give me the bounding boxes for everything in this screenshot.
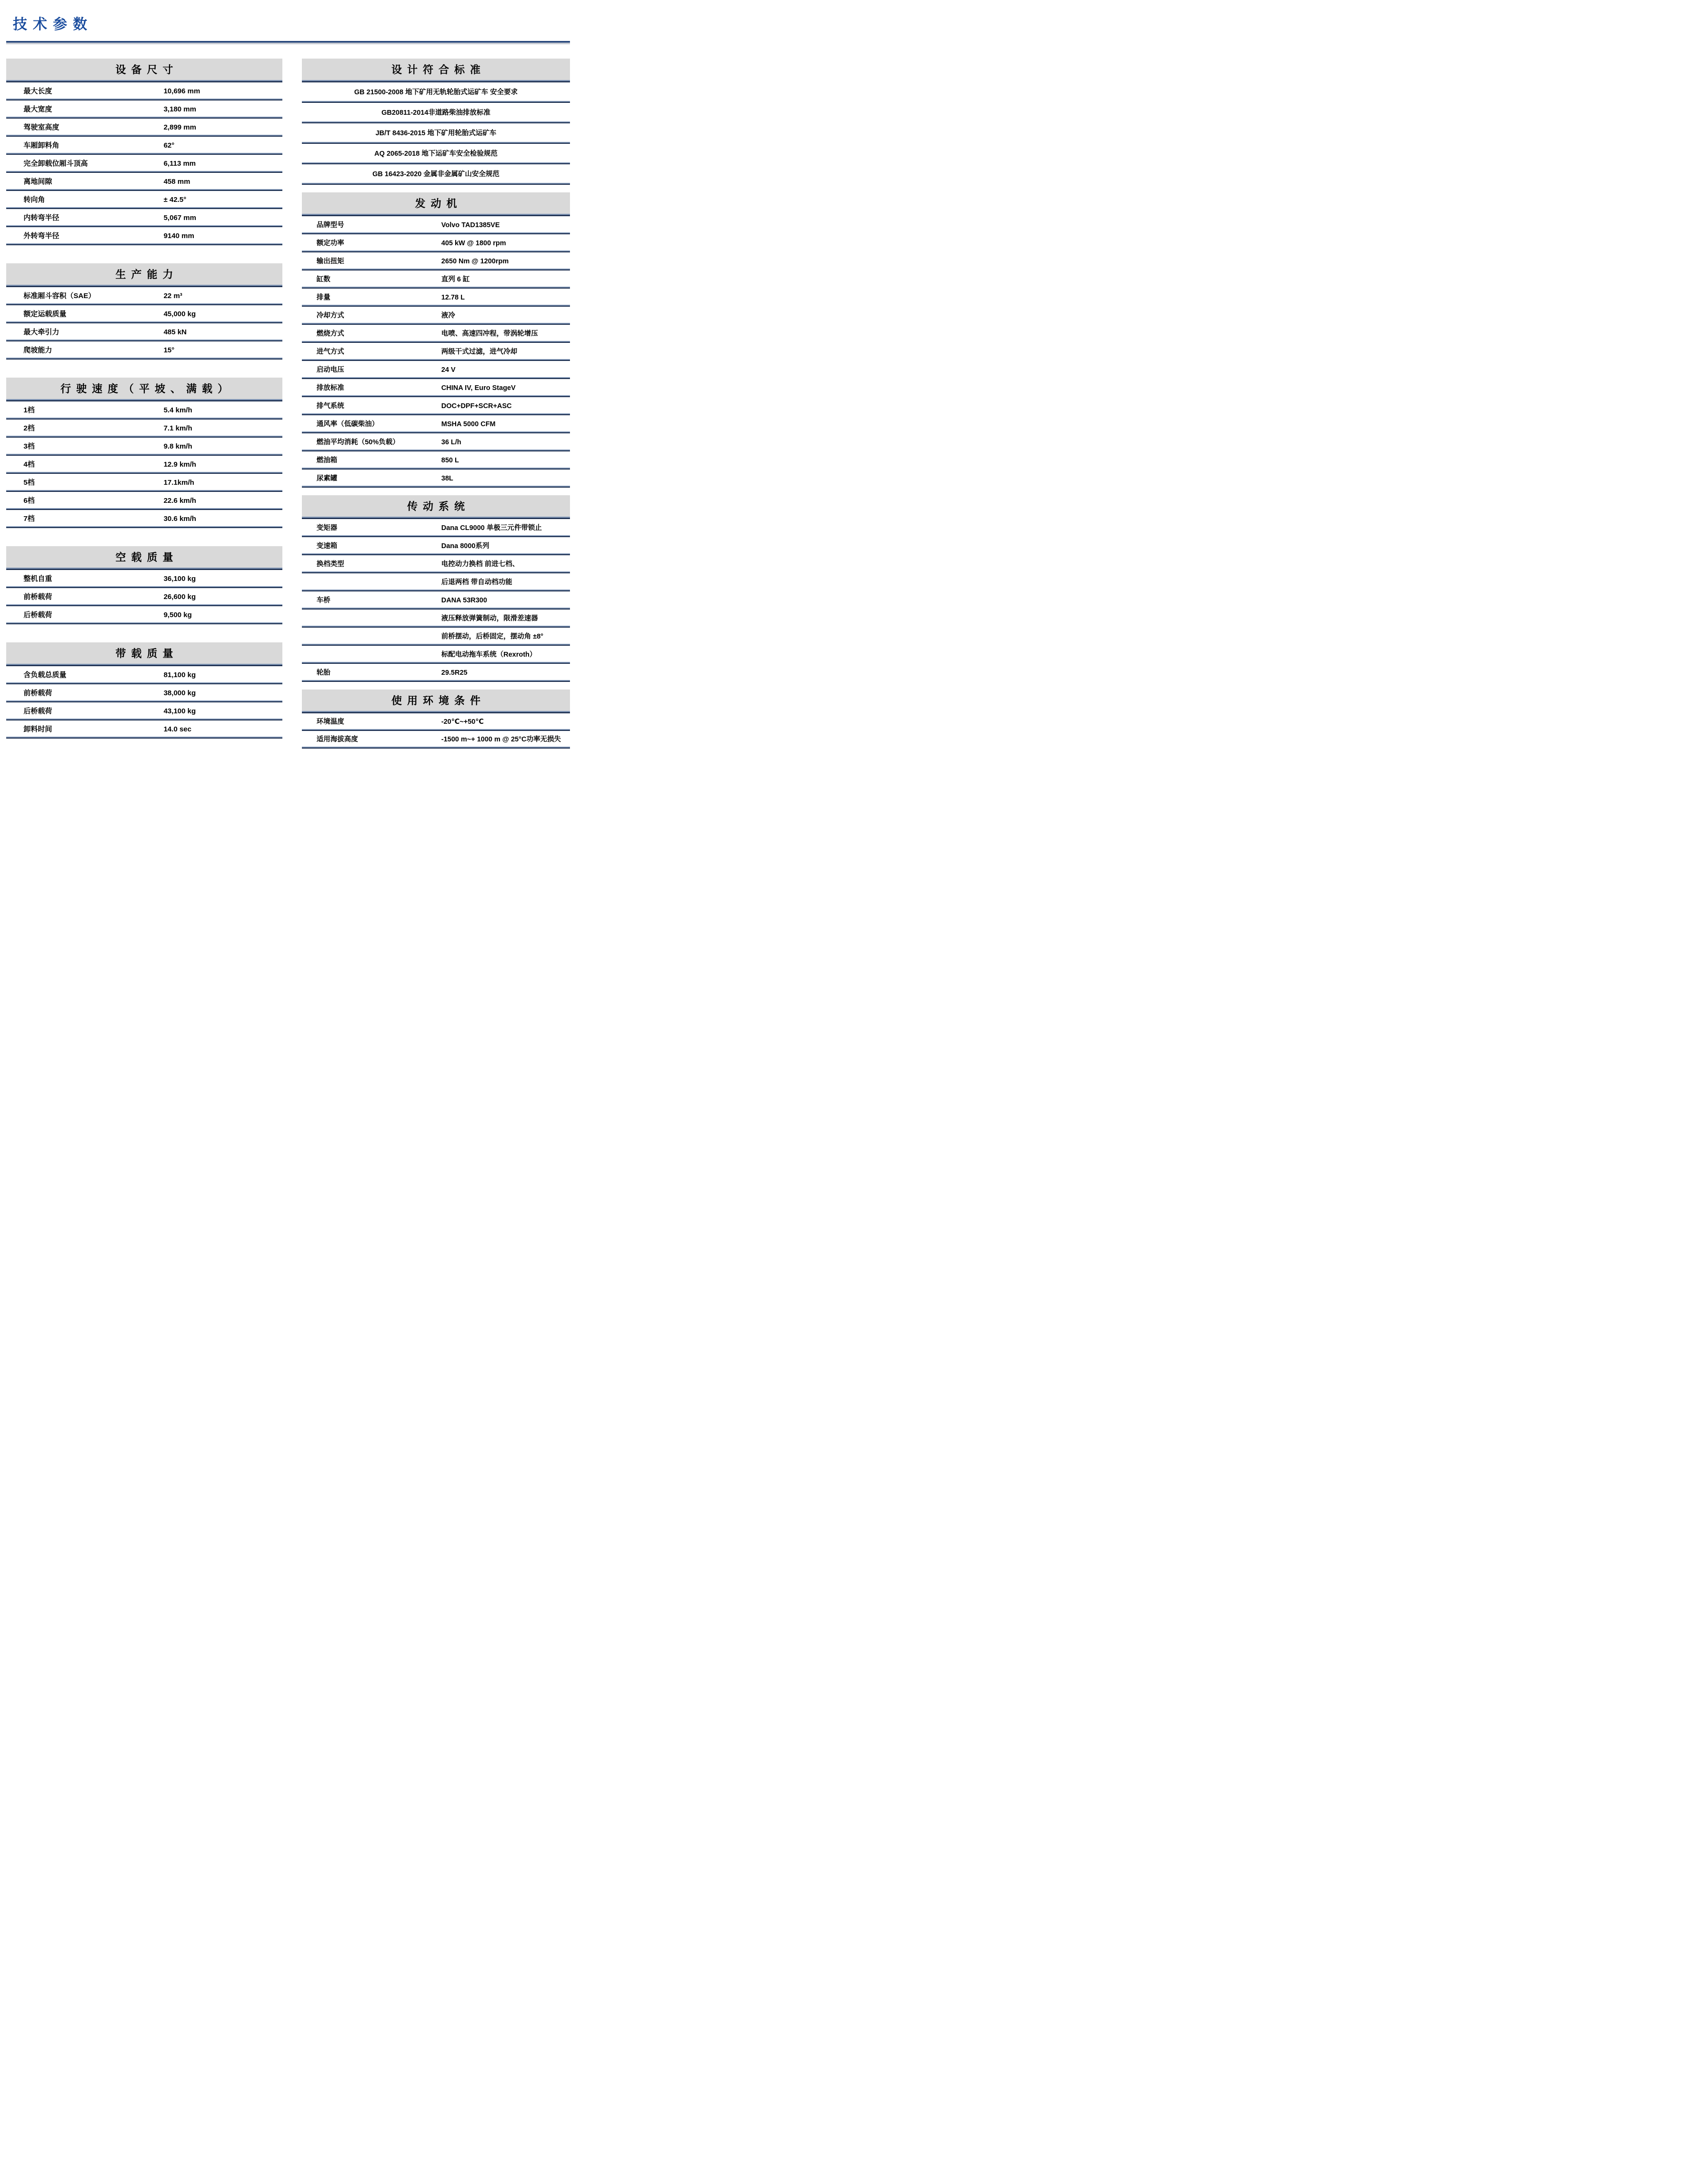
- spec-label: 启动电压: [316, 366, 344, 374]
- spec-label: 转向角: [23, 196, 45, 204]
- spec-row: [6, 119, 282, 137]
- spec-label: 燃油箱: [316, 456, 338, 464]
- spec-section: [6, 378, 282, 528]
- spec-value: MSHA 5000 CFM: [441, 420, 496, 428]
- spec-section: [302, 690, 570, 749]
- spec-label: 2档: [23, 424, 35, 433]
- section-title: 设计符合标准: [302, 59, 570, 80]
- left-column: [6, 59, 282, 739]
- spec-columns: [6, 59, 570, 749]
- spec-value: 81,100 kg: [163, 671, 196, 680]
- spec-label: 完全卸载位厢斗顶高: [23, 160, 88, 168]
- spec-label: 进气方式: [316, 348, 344, 356]
- spec-row: [6, 720, 282, 739]
- spec-label: 卸料时间: [23, 725, 52, 734]
- spec-label: 冷却方式: [316, 311, 344, 320]
- spec-label: 额定功率: [316, 239, 344, 247]
- spec-value: 24 V: [441, 366, 456, 374]
- spec-label: 输出扭矩: [316, 257, 344, 265]
- spec-row: [302, 164, 570, 185]
- spec-label: 车厢卸料角: [23, 141, 60, 150]
- spec-row: [302, 123, 570, 144]
- spec-row: [302, 415, 570, 433]
- spec-row: [302, 537, 570, 555]
- spec-value: -1500 m~+ 1000 m @ 25°C功率无损失: [441, 736, 561, 744]
- spec-label: 尿素罐: [316, 474, 338, 482]
- spec-label: 前桥载荷: [23, 593, 52, 601]
- spec-section: [302, 59, 570, 185]
- spec-row: [302, 361, 570, 379]
- spec-row: [6, 227, 282, 245]
- spec-label: 离地间隙: [23, 178, 52, 186]
- spec-row: [302, 731, 570, 749]
- spec-value: 电控动力换档 前进七档、: [441, 560, 519, 568]
- spec-row: [302, 144, 570, 164]
- spec-label: 1档: [23, 406, 35, 415]
- spec-row: [302, 289, 570, 307]
- spec-row: [6, 401, 282, 420]
- spec-value: 5,067 mm: [163, 214, 196, 222]
- spec-row: [6, 323, 282, 341]
- spec-row: [6, 606, 282, 624]
- spec-row: [6, 341, 282, 360]
- section-title: 发动机: [302, 192, 570, 214]
- spec-row: [6, 438, 282, 456]
- spec-value: 36,100 kg: [163, 575, 196, 583]
- spec-row: [6, 82, 282, 100]
- spec-label: 标准厢斗容积（SAE）: [23, 292, 96, 300]
- title-rule: [6, 41, 570, 44]
- spec-label: [302, 573, 441, 591]
- spec-row: [6, 420, 282, 438]
- spec-row: [6, 209, 282, 227]
- spec-value: 850 L: [441, 456, 459, 464]
- spec-value: 电喷、高速四冲程，带涡轮增压: [441, 330, 538, 338]
- spec-row: [6, 510, 282, 528]
- spec-value: 12.9 km/h: [163, 460, 196, 469]
- spec-row: [302, 343, 570, 361]
- section-title: 传动系统: [302, 495, 570, 517]
- spec-label: 内转弯半径: [23, 214, 60, 222]
- spec-value: 6,113 mm: [163, 160, 196, 168]
- spec-row: [6, 137, 282, 155]
- spec-section: [302, 192, 570, 488]
- spec-value: 62°: [163, 141, 175, 150]
- spec-row: [6, 456, 282, 474]
- spec-section: [6, 546, 282, 624]
- spec-value: 后退两档 带自动档功能: [441, 578, 512, 586]
- spec-label: 换档类型: [316, 560, 344, 568]
- spec-label: 整机自重: [23, 575, 52, 583]
- spec-label: 爬坡能力: [23, 346, 52, 355]
- spec-row: [302, 713, 570, 731]
- spec-row: [6, 155, 282, 173]
- spec-section: [6, 59, 282, 245]
- spec-label: 环境温度: [316, 718, 344, 726]
- spec-value: 前桥摆动，后桥固定，摆动角 ±8°: [441, 632, 544, 640]
- spec-value: DOC+DPF+SCR+ASC: [441, 402, 512, 410]
- spec-row: [6, 492, 282, 510]
- spec-row: [6, 100, 282, 119]
- spec-label: 最大长度: [23, 87, 52, 96]
- spec-value: 22.6 km/h: [163, 497, 196, 505]
- right-column: [302, 59, 570, 749]
- section-title: 设备尺寸: [6, 59, 282, 80]
- spec-label: 后桥载荷: [23, 611, 52, 620]
- spec-row: [6, 570, 282, 588]
- spec-label: 排量: [316, 293, 330, 301]
- standard-item: GB 21500-2008 地下矿用无轨轮胎式运矿车 安全要求: [354, 89, 518, 97]
- standard-item: JB/T 8436-2015 地下矿用轮胎式运矿车: [375, 130, 497, 138]
- spec-value: 405 kW @ 1800 rpm: [441, 239, 506, 247]
- page-title: 技术参数: [13, 17, 93, 32]
- spec-value: 38,000 kg: [163, 689, 196, 698]
- spec-value: 22 m³: [163, 292, 182, 300]
- spec-row: [6, 684, 282, 702]
- spec-label: 后桥载荷: [23, 707, 52, 716]
- spec-label: 缸数: [316, 275, 330, 283]
- spec-label: 燃油平均消耗（50%负载）: [316, 438, 400, 446]
- spec-row: [302, 519, 570, 537]
- spec-value: 标配电动拖车系统（Rexroth）: [441, 650, 537, 659]
- spec-row: [6, 702, 282, 720]
- spec-row: [302, 591, 570, 610]
- spec-row: [6, 287, 282, 305]
- spec-value: 3,180 mm: [163, 105, 196, 114]
- spec-row: [302, 325, 570, 343]
- spec-row: [6, 191, 282, 209]
- spec-value: DANA 53R300: [441, 596, 487, 604]
- spec-row: [6, 305, 282, 323]
- spec-label: 6档: [23, 497, 35, 505]
- standard-item: GB 16423-2020 金属非金属矿山安全规范: [372, 170, 499, 179]
- spec-value: 9.8 km/h: [163, 442, 192, 451]
- spec-sheet-page: [0, 0, 576, 744]
- spec-value: 485 kN: [163, 328, 187, 337]
- spec-row: [302, 397, 570, 415]
- section-title: 生产能力: [6, 263, 282, 285]
- spec-label: 变速箱: [316, 542, 338, 550]
- spec-label: 4档: [23, 460, 35, 469]
- spec-value: 12.78 L: [441, 293, 465, 301]
- spec-section: [6, 642, 282, 739]
- section-title: 行驶速度（平坡、满载）: [6, 378, 282, 399]
- spec-row: [302, 234, 570, 252]
- standard-item: AQ 2065-2018 地下运矿车安全检验规范: [374, 150, 498, 158]
- section-title: 带载质量: [6, 642, 282, 664]
- spec-value: 17.1km/h: [163, 479, 194, 487]
- spec-value: 10,696 mm: [163, 87, 200, 96]
- spec-label: 3档: [23, 442, 35, 451]
- spec-label: 驾驶室高度: [23, 123, 60, 132]
- spec-value: 2,899 mm: [163, 123, 196, 132]
- spec-label: 通风率（低碳柴油）: [316, 420, 379, 428]
- spec-value: 29.5R25: [441, 669, 468, 677]
- spec-row: [302, 252, 570, 270]
- spec-label: 品牌型号: [316, 221, 344, 229]
- spec-value: Dana 8000系列: [441, 542, 489, 550]
- spec-row: [6, 588, 282, 606]
- spec-label: [302, 646, 441, 664]
- spec-row: [302, 307, 570, 325]
- spec-label: 变矩器: [316, 524, 338, 532]
- spec-label: 车桥: [316, 596, 330, 604]
- spec-label: 最大宽度: [23, 105, 52, 114]
- spec-label: 前桥载荷: [23, 689, 52, 698]
- spec-value: Volvo TAD1385VE: [441, 221, 500, 229]
- spec-value: 36 L/h: [441, 438, 461, 446]
- spec-value: 14.0 sec: [163, 725, 191, 734]
- spec-value: 43,100 kg: [163, 707, 196, 716]
- spec-label: 适用海拔高度: [316, 736, 358, 744]
- spec-row: [302, 451, 570, 470]
- spec-value: 26,600 kg: [163, 593, 196, 601]
- spec-row: [302, 628, 570, 646]
- spec-value: 45,000 kg: [163, 310, 196, 319]
- spec-value: 液冷: [441, 311, 455, 320]
- spec-row: [302, 379, 570, 397]
- spec-value: 两级干式过滤，进气冷却: [441, 348, 518, 356]
- spec-value: 9140 mm: [163, 232, 194, 240]
- spec-value: 458 mm: [163, 178, 190, 186]
- spec-row: [6, 666, 282, 684]
- spec-row: [302, 573, 570, 591]
- spec-section: [302, 495, 570, 682]
- spec-label: 5档: [23, 479, 35, 487]
- spec-row: [302, 82, 570, 103]
- spec-value: 30.6 km/h: [163, 515, 196, 523]
- spec-label: 轮胎: [316, 669, 330, 677]
- spec-label: [302, 628, 441, 646]
- spec-row: [302, 664, 570, 682]
- spec-label: 7档: [23, 515, 35, 523]
- spec-value: 38L: [441, 474, 453, 482]
- spec-value: CHINA IV, Euro StageV: [441, 384, 516, 392]
- spec-row: [302, 470, 570, 488]
- spec-value: 直列 6 缸: [441, 275, 470, 283]
- spec-value: 7.1 km/h: [163, 424, 192, 433]
- spec-value: 2650 Nm @ 1200rpm: [441, 257, 509, 265]
- spec-row: [302, 555, 570, 573]
- spec-row: [302, 103, 570, 123]
- spec-value: 9,500 kg: [163, 611, 192, 620]
- spec-section: [6, 263, 282, 360]
- standard-item: GB20811-2014非道路柴油排放标准: [381, 109, 490, 117]
- spec-value: 液压释放弹簧制动，限滑差速器: [441, 614, 538, 622]
- spec-value: ± 42.5°: [163, 196, 187, 204]
- spec-row: [302, 216, 570, 234]
- spec-label: 燃烧方式: [316, 330, 344, 338]
- spec-value: 15°: [163, 346, 175, 355]
- spec-label: 排气系统: [316, 402, 344, 410]
- spec-value: Dana CL9000 单极三元件带锁止: [441, 524, 542, 532]
- spec-label: 含负载总质量: [23, 671, 67, 680]
- spec-row: [302, 433, 570, 451]
- spec-value: 5.4 km/h: [163, 406, 192, 415]
- section-title: 空载质量: [6, 546, 282, 568]
- spec-label: [302, 610, 441, 628]
- spec-row: [302, 270, 570, 289]
- spec-label: 最大牵引力: [23, 328, 60, 337]
- spec-row: [302, 646, 570, 664]
- section-title: 使用环境条件: [302, 690, 570, 711]
- spec-label: 外转弯半径: [23, 232, 60, 240]
- spec-row: [6, 173, 282, 191]
- spec-row: [6, 474, 282, 492]
- spec-row: [302, 610, 570, 628]
- spec-label: 排放标准: [316, 384, 344, 392]
- spec-value: -20℃~+50℃: [441, 718, 484, 726]
- spec-label: 额定运载质量: [23, 310, 67, 319]
